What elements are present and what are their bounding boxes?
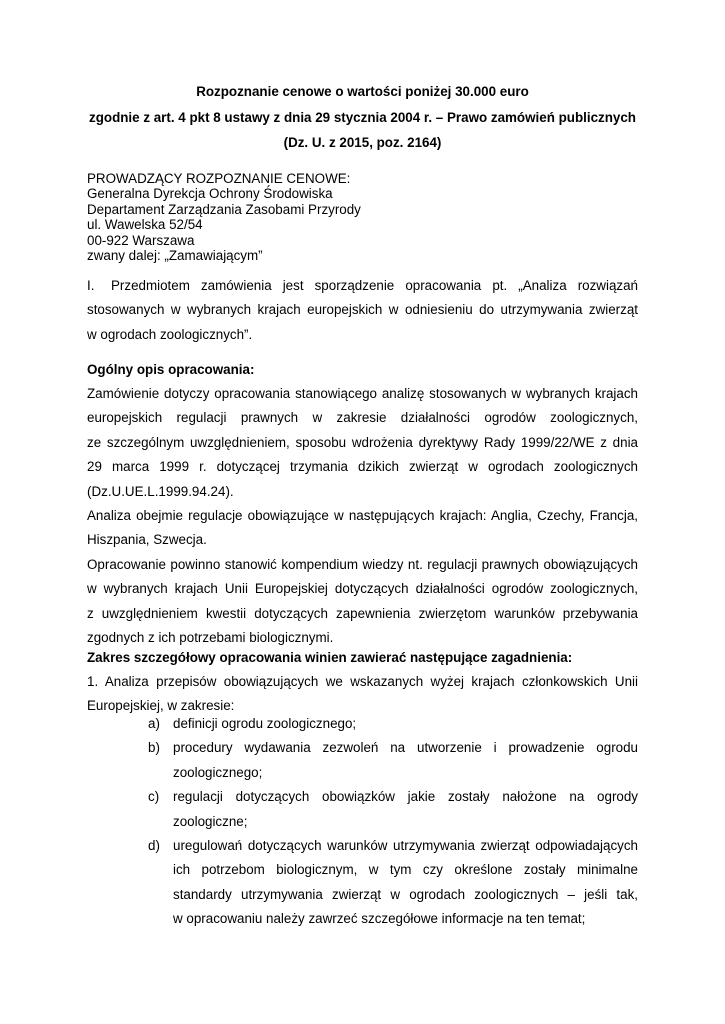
list-item-text: w opracowaniu należy zawrzeć szczegółowe informacje na ten temat; (173, 911, 586, 927)
contracting-city: 00-922 Warszawa (87, 232, 195, 248)
list-item-text: zoologiczne; (173, 813, 248, 829)
general-line: Hiszpania, Szwecja. (87, 532, 207, 548)
list-item-text: ich potrzebom biologicznym, w tym czy określone zostały minimalne (173, 862, 638, 878)
list-marker: a) (148, 716, 160, 731)
general-line: europejskich regulacji prawnych w zakresie działalności ogrodów zoologicznych, (87, 410, 638, 426)
general-line: Opracowanie powinno stanowić kompendium wiedzy nt. regulacji prawnych obowiązujących (87, 556, 638, 572)
list-item-text: procedury wydawania zezwoleń na utworzenie i prowadzenie ogrodu (173, 740, 638, 756)
general-description-body (87, 382, 638, 650)
section-i-paragraph (87, 274, 638, 347)
list-item (148, 834, 638, 932)
general-line: zgodnych z ich potrzebami biologicznymi. (87, 629, 334, 645)
section-i-line-3: w ogrodach zoologicznych”. (87, 326, 253, 342)
section-i-line-1: Przedmiotem zamówienia jest sporządzenie opracowania pt. „Analiza rozwiązań (111, 278, 638, 293)
general-line: Zamówienie dotyczy opracowania stanowiącego analizę stosowanych w wybranych krajach (87, 386, 638, 401)
general-line: w wybranych krajach Unii Europejskiej dotyczących działalności ogrodów zoologicznych, (87, 581, 638, 597)
title-line-1: Rozpoznanie cenowe o wartości poniżej 30.000 euro (196, 84, 529, 99)
list-item-text: regulacji dotyczących obowiązków jakie zostały nałożone na ogrody (173, 789, 638, 805)
list-marker: b) (148, 740, 160, 756)
list-item (148, 785, 638, 834)
general-line: ze szczególnym uwzględnieniem, sposobu wdrożenia dyrektywy Rady 1999/22/WE z dnia (87, 434, 638, 450)
contracting-alias: zwany dalej: „Zamawiającym” (87, 248, 263, 264)
general-line: (Dz.U.UE.L.1999.94.24). (87, 483, 234, 499)
list-item-text: uregulowań dotyczących warunków utrzymywania zwierząt odpowiadających (173, 837, 638, 853)
list-item (148, 736, 638, 785)
scope-subitems-list (148, 712, 638, 932)
scope-item-1-line-2: Europejskiej, w zakresie: (87, 698, 235, 714)
contracting-authority-block (87, 171, 361, 263)
general-line: 29 marca 1999 r. dotyczącej trzymania dzikich zwierząt w ogrodach zoologicznych (87, 459, 638, 475)
general-line: z uwzględnieniem kwestii dotyczących zapewnienia zwierzętom warunków przebywania (87, 605, 638, 621)
contracting-heading: PROWADZĄCY ROZPOZNANIE CENOWE: (87, 171, 351, 186)
title-line-3: (Dz. U. z 2015, poz. 2164) (283, 135, 442, 150)
title-line-2: zgodnie z art. 4 pkt 8 ustawy z dnia 29 stycznia 2004 r. – Prawo zamówień publicznych (89, 110, 636, 125)
contracting-department: Departament Zarządzania Zasobami Przyrody (87, 201, 361, 217)
list-marker: c) (148, 789, 160, 805)
list-item (148, 712, 638, 736)
list-item-text: definicji ogrodu zoologicznego; (173, 716, 357, 731)
list-item-text: zoologicznego; (173, 764, 263, 780)
scope-item-1-line-1: 1. Analiza przepisów obowiązujących we wskazanych wyżej krajach członkowskich Unii (87, 674, 638, 689)
section-i-line-2: stosowanych w wybranych krajach europejskich w odniesieniu do utrzymywania zwierząt (87, 302, 638, 318)
general-line: Analiza obejmie regulacje obowiązujące w następujących krajach: Anglia, Czechy, Francja, (87, 507, 638, 523)
contracting-street: ul. Wawelska 52/54 (87, 217, 203, 233)
list-item-text: standardy utrzymywania zwierząt w ogrodach zoologicznych – jeśli tak, (173, 886, 638, 902)
contracting-org: Generalna Dyrekcja Ochrony Środowiska (87, 186, 333, 202)
list-marker: d) (148, 837, 160, 853)
section-i-number: I. (87, 278, 95, 293)
detailed-scope-heading: Zakres szczegółowy opracowania winien zawierać następujące zagadnienia: (87, 650, 573, 665)
general-description-heading: Ogólny opis opracowania: (87, 362, 255, 377)
